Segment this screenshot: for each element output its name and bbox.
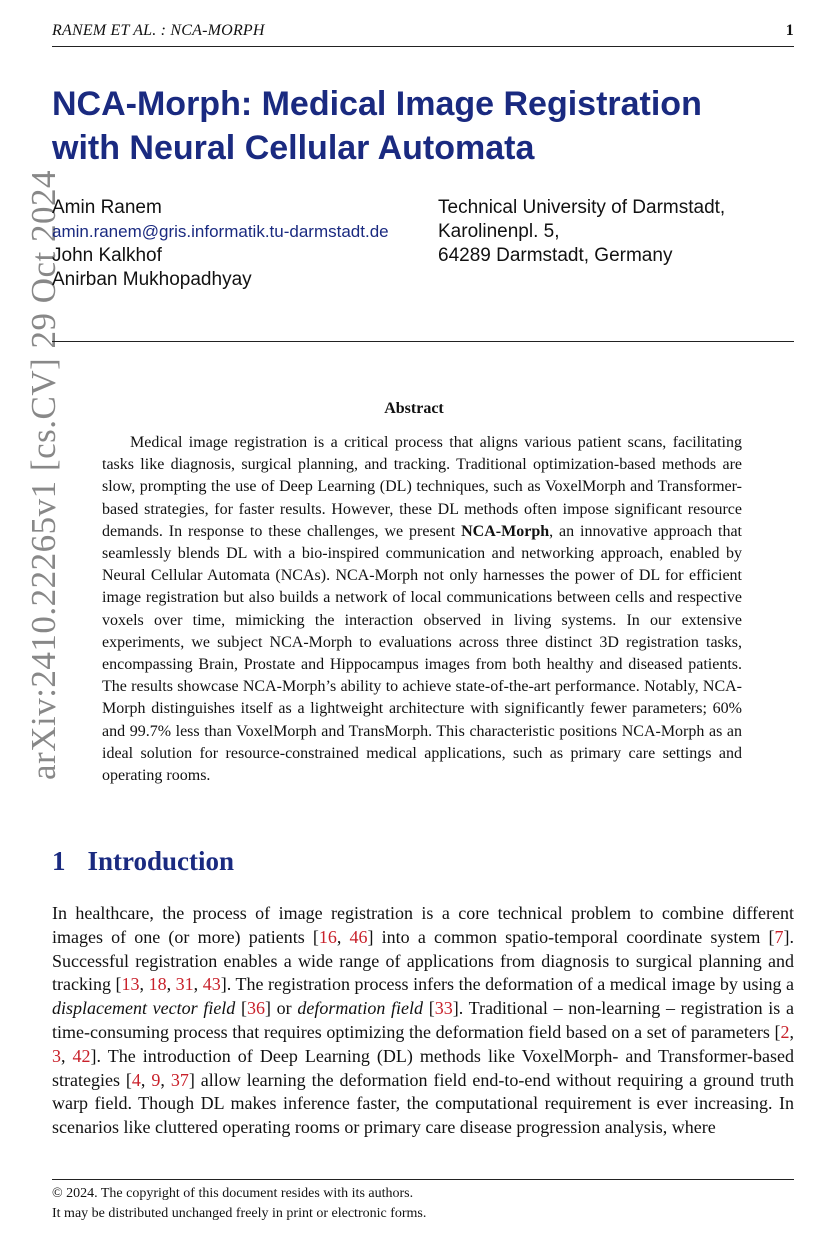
title-line-2: with Neural Cellular Automata [52, 129, 535, 167]
paper-title [52, 82, 792, 170]
citation-link[interactable]: 46 [349, 926, 368, 947]
copyright-line: © 2024. The copyright of this document resides with its authors. [52, 1186, 414, 1201]
citation-link[interactable]: 36 [247, 998, 265, 1019]
citation-link[interactable]: 7 [774, 926, 784, 947]
citation-link[interactable]: 2 [780, 1021, 790, 1042]
affiliation-block [438, 196, 798, 268]
citation-link[interactable]: 37 [170, 1069, 189, 1090]
author-name: John Kalkhof [52, 245, 162, 266]
section-number: 1 [52, 846, 66, 876]
emphasized-term: deformation field [297, 998, 424, 1019]
author-name: Amin Ranem [52, 197, 162, 218]
copyright-footer [52, 1184, 794, 1224]
affiliation-line: Technical University of Darmstadt, [438, 197, 726, 218]
citation-link[interactable]: 33 [434, 998, 453, 1019]
citation-link[interactable]: 9 [151, 1069, 161, 1090]
page-number: 1 [785, 22, 794, 39]
citation-link[interactable]: 43 [202, 974, 221, 995]
abstract-heading: Abstract [384, 400, 444, 417]
header-divider [52, 341, 794, 342]
arxiv-identifier-stamp: arXiv:2410.22265v1 [cs.CV] 29 Oct 2024 [24, 169, 63, 780]
affiliation-line: 64289 Darmstadt, Germany [438, 245, 673, 266]
abstract-text: Medical image registration is a critical process that aligns various patient scans, facilitating tasks like diagnosis, surgical planning, and tracking. Traditional optimization-based methods are slow, prompting the use of Deep Learning (DL) techniques, such as VoxelMorph and Transformer-based strategies, for faster results. However, these DL methods often impose significant resource demands. In response to these challenges, we present NCA-Morph, an innovative approach that seamlessly blends DL with a bio-inspired communication and networking approach, enabled by Neural Cellular Automata (NCAs). NCA-Morph not only harnesses the power of DL for efficient image registration but also builds a network of local communications between cells and respective voxels over time, mimicking the interaction observed in living systems. In our extensive experiments, we subject NCA-Morph to evaluations across three distinct 3D registration tasks, encompassing Brain, Prostate and Hippocampus images from both healthy and diseased patients. The results showcase NCA-Morph’s ability to achieve state-of-the-art performance. Notably, NCA-Morph distinguishes itself as a lightweight architecture with significantly fewer parameters; 60% and 99.7% less than VoxelMorph and TransMorph. This characteristic positions NCA-Morph as an ideal solution for resource-constrained medical applications, such as primary care settings and operating rooms. [102, 434, 743, 785]
section-heading-introduction [52, 846, 234, 877]
section-title: Introduction [87, 846, 235, 876]
title-line-1: NCA-Morph: Medical Image Registration [52, 85, 702, 123]
method-name: NCA-Morph [461, 522, 550, 540]
emphasized-term: displacement vector field [52, 998, 236, 1019]
introduction-paragraph: In healthcare, the process of image registration is a core technical problem to combine different images of one (or more) patients [16, 46] into a common spatio-temporal coordinate system [7]. Successful registration enables a wide range of applications from diagnosis to surgical planning and tracking [13, 18, 31, 43]. The registration process infers the deformation of a medical image by using a displacement vector field [36] or deformation field [33]. Traditional – non-learning – registration is a time-consuming process that requires optimizing the deformation field based on a set of parameters [2, 3, 42]. The introduction of Deep Learning (DL) methods like VoxelMorph- and Transformer-based strategies [4, 9, 37] allow learning the deformation field end-to-end without requiring a ground truth warp field. Though DL makes inference faster, the computational requirement is ever increasing. In scenarios like cluttered operating rooms or primary care disease progression analysis, where [52, 903, 795, 1138]
citation-link[interactable]: 31 [175, 974, 194, 995]
author-block [52, 196, 432, 292]
footer-divider [52, 1179, 794, 1180]
citation-link[interactable]: 3 [52, 1045, 61, 1066]
running-head-title: RANEM ET AL. : NCA-MORPH [52, 22, 265, 39]
citation-link[interactable]: 13 [121, 974, 140, 995]
affiliation-line: Karolinenpl. 5, [438, 221, 560, 242]
citation-link[interactable]: 18 [148, 974, 167, 995]
running-head [52, 20, 794, 47]
author-name: Anirban Mukhopadhyay [52, 269, 252, 290]
author-email-link[interactable]: amin.ranem@gris.informatik.tu-darmstadt.de [52, 222, 389, 241]
citation-link[interactable]: 42 [72, 1045, 91, 1066]
distribution-line: It may be distributed unchanged freely in print or electronic forms. [52, 1206, 427, 1221]
citation-link[interactable]: 4 [131, 1069, 141, 1090]
citation-link[interactable]: 16 [318, 926, 337, 947]
